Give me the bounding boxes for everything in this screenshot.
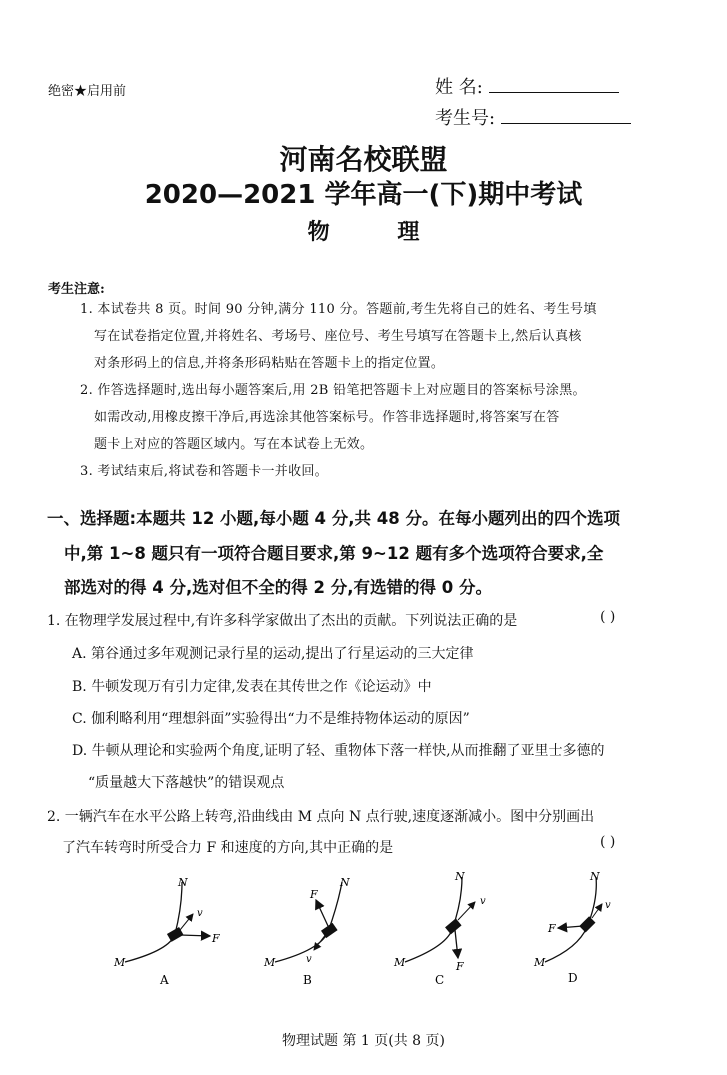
q2-figure <box>100 862 660 992</box>
label-v: v <box>197 908 203 919</box>
path-curve <box>125 882 182 962</box>
force-arrow <box>316 900 328 926</box>
velocity-arrow <box>314 934 326 950</box>
option-b: B. 牛顿发现万有引力定律,发表在其传世之作《论运动》中 <box>72 679 432 695</box>
name-field[interactable] <box>435 73 619 99</box>
option-c: C. 伽利略利用“理想斜面”实验得出“力不是维持物体运动的原因” <box>72 711 470 727</box>
notes-line: 3. 考试结束后,将试卷和答题卡一并收回。 <box>80 464 328 479</box>
figure-b <box>263 876 350 987</box>
page-footer: 物理试题 第 1 页(共 8 页) <box>282 1033 445 1049</box>
notes-line: 题卡上对应的答题区域内。写在本试卷上无效。 <box>94 437 374 452</box>
path-curve <box>275 882 342 962</box>
notes-heading: 考生注意: <box>48 282 105 297</box>
notes-line: 写在试卷指定位置,并将姓名、考场号、座位号、考生号填写在答题卡上,然后认真核 <box>94 329 582 344</box>
name-label: 姓 名: <box>435 77 483 98</box>
car-block <box>445 918 462 934</box>
label-m: M <box>534 956 546 969</box>
label-option-b: B <box>303 973 312 987</box>
car-block <box>579 916 595 932</box>
section-heading: 中,第 1~8 题只有一项符合题目要求,第 9~12 题有多个选项符合要求,全 <box>64 544 604 563</box>
student-id-field[interactable] <box>435 104 631 130</box>
label-f: F <box>548 922 556 935</box>
force-arrow <box>455 930 458 958</box>
notes-line: 2. 作答选择题时,选出每小题答案后,用 2B 铅笔把答题卡上对应题目的答案标号涂黑。 <box>80 383 586 398</box>
velocity-arrow <box>458 902 475 920</box>
label-f: F <box>212 932 220 945</box>
figure-c <box>393 870 486 987</box>
student-id-line[interactable] <box>501 109 631 124</box>
confidential-label: 绝密★启用前 <box>48 84 127 99</box>
exam-title: 2020—2021 学年高一(下)期中考试 <box>144 180 583 210</box>
option-a: A. 第谷通过多年观测记录行星的运动,提出了行星运动的三大定律 <box>72 646 474 662</box>
label-v: v <box>480 896 486 907</box>
label-n: N <box>590 870 600 883</box>
path-curve <box>405 877 462 962</box>
option-d: D. 牛顿从理论和实验两个角度,证明了轻、重物体下落一样快,从而推翻了亚里士多德的 <box>72 743 605 759</box>
label-m: M <box>114 956 126 969</box>
subject-title: 物 理 <box>307 220 450 245</box>
notes-line: 对条形码上的信息,并将条形码粘贴在答题卡上的指定位置。 <box>94 356 445 371</box>
question-stem: 1. 在物理学发展过程中,有许多科学家做出了杰出的贡献。下列说法正确的是 <box>47 613 518 629</box>
velocity-arrow <box>180 914 193 930</box>
label-option-a: A <box>160 973 169 987</box>
section-heading: 部选对的得 4 分,选对但不全的得 2 分,有选错的得 0 分。 <box>64 578 492 597</box>
car-block <box>321 923 338 938</box>
label-n: N <box>455 870 465 883</box>
force-arrow <box>558 926 583 928</box>
label-m: M <box>264 956 276 969</box>
option-d-cont: “质量越大下落越快”的错误观点 <box>88 775 285 791</box>
answer-paren: ( ) <box>600 609 616 625</box>
figure-d <box>533 870 611 985</box>
notes-line: 1. 本试卷共 8 页。时间 90 分钟,满分 110 分。答题前,考生先将自己的姓名、考生号填 <box>80 302 597 317</box>
label-n: N <box>340 876 350 889</box>
question-stem: 2. 一辆汽车在水平公路上转弯,沿曲线由 M 点向 N 点行驶,速度逐渐减小。图中分别画出 <box>47 809 595 825</box>
question-stem: 了汽车转弯时所受合力 F 和速度的方向,其中正确的是 <box>62 840 394 856</box>
label-n: N <box>178 876 188 889</box>
label-v: v <box>306 954 312 965</box>
section-heading: 一、选择题:本题共 12 小题,每小题 4 分,共 48 分。在每小题列出的四个选项 <box>47 509 621 528</box>
notes-line: 如需改动,用橡皮擦干净后,再选涂其他答案标号。作答非选择题时,将答案写在答 <box>94 410 560 425</box>
label-option-c: C <box>435 973 445 987</box>
student-id-label: 考生号: <box>435 108 496 129</box>
label-m: M <box>394 956 406 969</box>
label-v: v <box>605 900 611 911</box>
exam-org-title: 河南名校联盟 <box>279 143 448 176</box>
label-option-d: D <box>568 971 578 985</box>
name-line[interactable] <box>489 78 619 93</box>
figure-a <box>113 876 220 987</box>
label-f: F <box>310 888 318 901</box>
answer-paren: ( ) <box>600 834 616 850</box>
label-f: F <box>456 960 464 973</box>
force-arrow <box>180 935 210 936</box>
